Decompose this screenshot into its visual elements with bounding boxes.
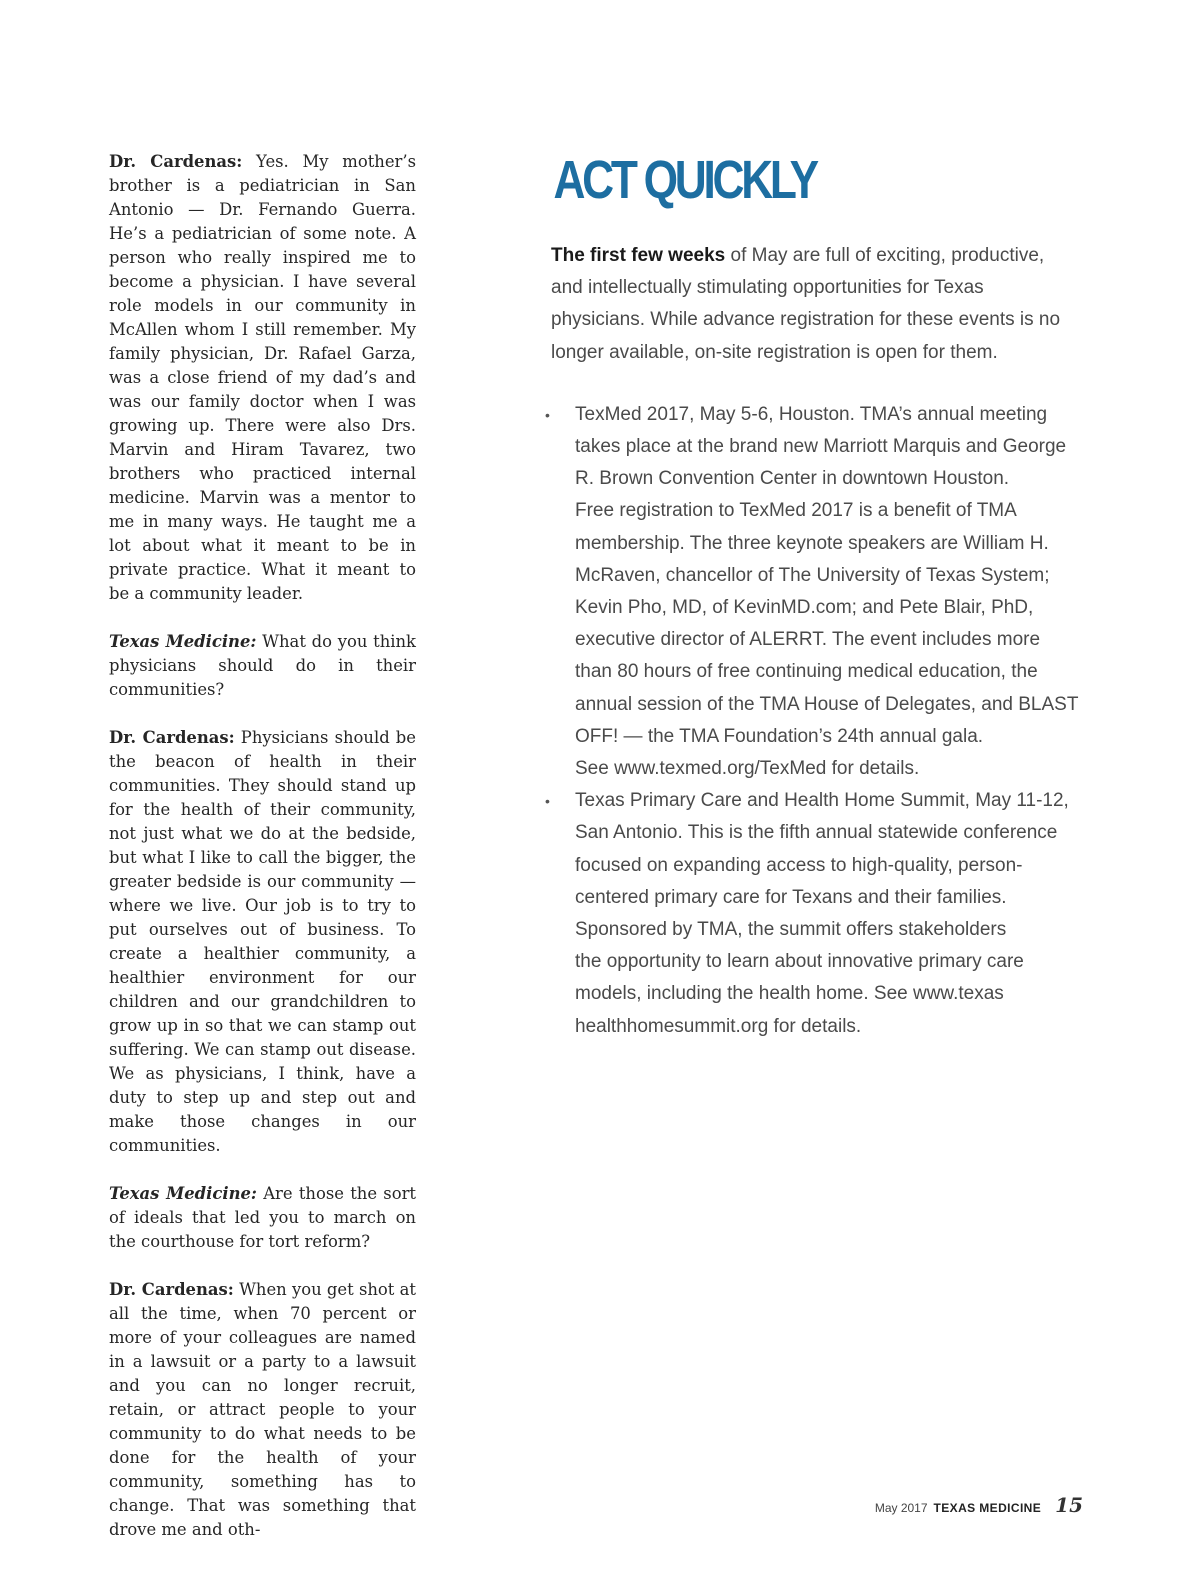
page-footer <box>875 1493 1083 1517</box>
speaker-label: Texas Medicine: <box>109 632 257 651</box>
event-text-line: R. Brown Convention Center in downtown Houston. <box>575 468 1010 490</box>
event-text-line: than 80 hours of free continuing medical education, the <box>575 661 1038 683</box>
paragraph-text: What do you think physicians should do in their communities? <box>109 632 416 699</box>
event-text-line: takes place at the brand new Marriott Marquis and George <box>575 436 1067 458</box>
event-text <box>575 785 1081 1043</box>
speaker-label: Dr. Cardenas: <box>109 728 235 747</box>
event-text-line: healthhomesummit.org for details. <box>575 1015 862 1037</box>
interview-column <box>109 150 416 1566</box>
paragraph-text: Yes. My mother’s brother is a pediatrician in San Antonio — Dr. Fernando Guerra. He’s a pediatrician of some note. A person who really inspired me to become a physician. I have several role models in our community in McAllen whom I still remember. My family physician, Dr. Rafael Garza, was a close friend of my dad’s and was our family doctor when I was growing up. There were also Drs. Marvin and Hiram Tavarez, two brothers who practiced internal medicine. Marvin was a mentor to me in many ways. He taught me a lot about what it meant to be in private practice. What it meant to be a community leader. <box>109 152 416 603</box>
paragraph-text: Physicians should be the beacon of health in their communities. They should stand up for the health of their community, not just what we do at the bedside, but what I like to call the bigger, the greater bedside is our community — where we live. Our job is to try to put ourselves out of business. To create a healthier community, a healthier environment for our children and our grandchildren to grow up in so that we can stamp out suffering. We can stamp out disease. We as physicians, I think, have a duty to step up and step out and make those changes in our communities. <box>109 728 416 1155</box>
speaker-label: Dr. Cardenas: <box>109 152 243 171</box>
event-text-line: See www.texmed.org/TexMed for details. <box>575 758 920 780</box>
event-text-line: Free registration to TexMed 2017 is a benefit of TMA <box>575 500 1017 522</box>
footer-magazine-name: TEXAS MEDICINE <box>933 1501 1042 1515</box>
event-text-line: annual session of the TMA House of Delegates, and BLAST <box>575 693 1079 715</box>
event-list <box>545 399 1081 1043</box>
event-text-line: executive director of ALERRT. The event includes more <box>575 629 1041 651</box>
act-quickly-sidebar <box>545 150 1081 1043</box>
event-item-texmed <box>545 399 1081 785</box>
interview-paragraph <box>109 1182 416 1254</box>
speaker-label: Dr. Cardenas: <box>109 1280 234 1299</box>
interview-paragraph <box>109 726 416 1158</box>
paragraph-text: When you get shot at all the time, when 70 percent or more of your colleagues are named in a lawsuit or a party to a lawsuit and you can no longer recruit, retain, or attract people to your community to do what needs to be done for the health of your community, something has to change. That was something that drove me and oth- <box>109 1280 416 1539</box>
event-text-line: Kevin Pho, MD, of KevinMD.com; and Pete Blair, PhD, <box>575 597 1034 619</box>
event-text-line: Texas Primary Care and Health Home Summit, May 11-12, <box>575 790 1069 812</box>
intro-lead: The first few weeks <box>551 245 726 266</box>
event-item-summit <box>545 785 1081 1043</box>
speaker-label: Texas Medicine: <box>109 1184 257 1203</box>
event-text-line: TexMed 2017, May 5-6, Houston. TMA’s annual meeting <box>575 403 1048 425</box>
footer-date: May 2017 <box>874 1501 928 1515</box>
event-text-line: models, including the health home. See www.texas <box>575 983 1004 1005</box>
event-text-line: membership. The three keynote speakers are William H. <box>575 532 1049 554</box>
event-text-line: focused on expanding access to high-quality, person- <box>575 854 1023 876</box>
page-number: 15 <box>1055 1493 1083 1517</box>
interview-paragraph <box>109 630 416 702</box>
event-text-line: McRaven, chancellor of The University of Texas System; <box>575 564 1050 586</box>
sidebar-headline: ACT QUICKLY <box>553 150 816 210</box>
bullet-icon: • <box>545 406 550 423</box>
event-text-line: centered primary care for Texans and their families. <box>575 886 1007 908</box>
interview-paragraph <box>109 150 416 606</box>
event-text-line: the opportunity to learn about innovative primary care <box>575 951 1024 973</box>
bullet-icon: • <box>545 793 550 810</box>
event-text-line: San Antonio. This is the fifth annual statewide conference <box>575 822 1058 844</box>
event-text-line: Sponsored by TMA, the summit offers stakeholders <box>575 919 1007 941</box>
event-text-line: OFF! — the TMA Foundation’s 24th annual gala. <box>575 725 984 747</box>
paragraph-text: Are those the sort of ideals that led you to march on the courthouse for tort reform? <box>109 1184 416 1251</box>
intro-text: of May are full of exciting, productive, and intellectually stimulating opportunities for Texas physicians. While advance registration for these events is no longer available, on-site registration is open for them. <box>551 245 1061 363</box>
sidebar-intro <box>551 240 1081 369</box>
event-text <box>575 399 1081 785</box>
interview-paragraph <box>109 1278 416 1542</box>
